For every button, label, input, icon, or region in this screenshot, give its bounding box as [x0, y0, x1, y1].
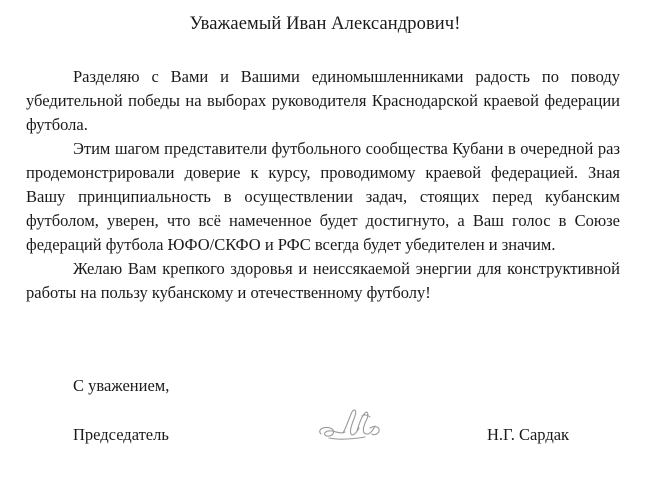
paragraph-trust: Этим шагом представители футбольного сообщества Кубани в очередной раз продемонстрировали доверие к курсу, проводимому краевой федерацией. Зная Вашу принципиальность в осуществлении задач, стоящих перед кубанским футболом, уверен, что всё намеченное будет достигнуто, а Ваш голос в Союзе федераций футбола ЮФО/СКФО и РФС всегда будет убедителен и значим. — [26, 139, 620, 254]
paragraph-congratulation: Разделяю с Вами и Вашими единомышленниками радость по поводу убедительной победы на выборах руководителя Краснодарской краевой федерации футбола. — [26, 67, 620, 134]
signature-image — [315, 404, 385, 444]
letter-body — [26, 65, 620, 305]
paragraph-wishes: Желаю Вам крепкого здоровья и неиссякаемой энергии для конструктивной работы на пользу кубанскому и отечественному футболу! — [26, 259, 620, 302]
closing: С уважением, — [73, 376, 170, 395]
signer-name: Н.Г. Сардак — [487, 425, 570, 444]
signer-position: Председатель — [73, 425, 169, 444]
greeting: Уважаемый Иван Александрович! — [189, 14, 461, 34]
